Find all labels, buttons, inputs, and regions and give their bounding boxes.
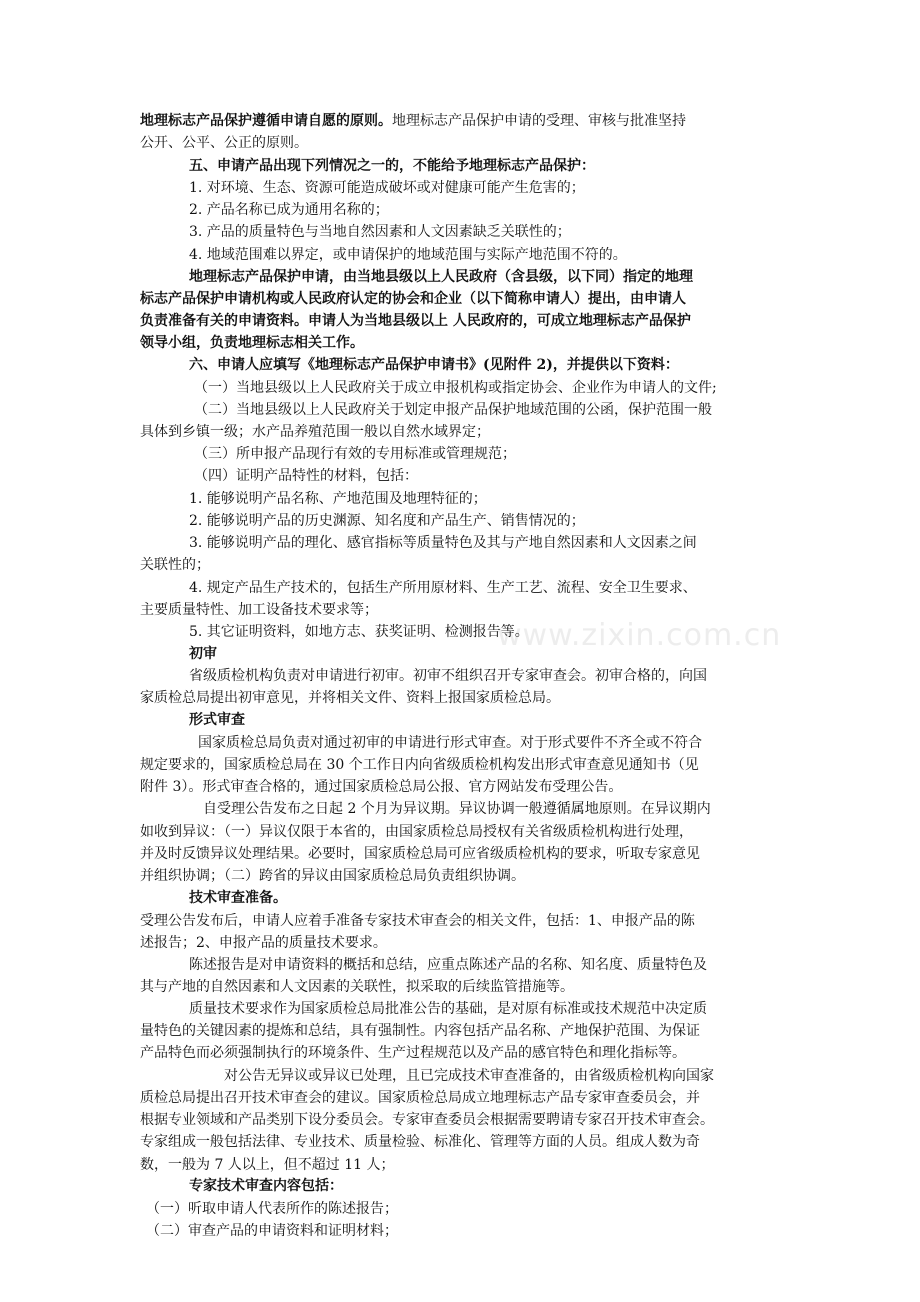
text-line — [189, 489, 839, 509]
text-line — [140, 555, 790, 575]
body-text: 并组织协调；（二）跨省的异议由国家质检总局负责组织协调。 — [140, 868, 525, 884]
body-text: 关联性的； — [140, 557, 210, 573]
body-text: 1. 对环境、生态、资源可能造成破坏或对健康可能产生危害的； — [189, 180, 585, 196]
text-line — [140, 777, 790, 797]
text-line — [146, 1221, 796, 1241]
body-text: 省级质检机构负责对申请进行初审。初审不组织召开专家审查会。初审合格的，向国 — [189, 668, 707, 684]
text-line — [140, 311, 790, 331]
body-text: 产品特色而必须强制执行的环境条件、生产过程规范以及产品的感官特色和理化指标等。 — [140, 1045, 686, 1061]
text-line — [189, 1176, 839, 1196]
body-text: 述报告；2、申报产品的质量技术要求。 — [140, 935, 387, 951]
text-line — [140, 111, 790, 131]
body-text: 对公告无异议或异议已处理，且已完成技术审查准备的，由省级质检机构向国家 — [224, 1068, 714, 1084]
text-line — [140, 1110, 790, 1130]
text-line — [189, 888, 839, 908]
text-line — [189, 355, 839, 375]
bold-text: 领导小组，负责地理标志相关工作。 — [140, 335, 364, 351]
bold-text: 技术审查准备。 — [189, 890, 287, 906]
body-text: （一）听取申请人代表所作的陈述报告； — [146, 1201, 398, 1217]
text-line — [189, 999, 839, 1019]
body-text: （一）当地县级以上人民政府关于成立申报机构或指定协会、企业作为申请人的文件; — [194, 380, 717, 396]
bold-text: 初审 — [189, 646, 217, 662]
text-line — [189, 267, 839, 287]
text-line — [189, 511, 839, 531]
bold-text: 地理标志产品保护遵循申请自愿的原则。 — [140, 113, 392, 129]
body-text: 3. 产品的质量特色与当地自然因素和人文因素缺乏关联性的； — [189, 224, 571, 240]
body-text: 2. 产品名称已成为通用名称的； — [189, 202, 389, 218]
body-text: 1. 能够说明产品名称、产地范围及地理特征的； — [189, 491, 487, 507]
body-text: 专家组成一般包括法律、专业技术、质量检验、标准化、管理等方面的人员。组成人数为奇 — [140, 1134, 700, 1150]
text-line — [140, 933, 790, 953]
text-line — [140, 1088, 790, 1108]
text-line — [189, 666, 839, 686]
text-line — [189, 622, 839, 642]
text-line — [198, 733, 848, 753]
text-line — [189, 955, 839, 975]
body-text: 地理标志产品保护申请的受理、审核与批准坚持 — [392, 113, 686, 129]
body-text: 量特色的关键因素的提炼和总结，具有强制性。内容包括产品名称、产地保护范围、为保证 — [140, 1023, 700, 1039]
text-line — [194, 466, 844, 486]
body-text: 如收到异议：（一）异议仅限于本省的，由国家质检总局授权有关省级质检机构进行处理， — [140, 824, 693, 840]
text-line — [140, 1132, 790, 1152]
text-line — [194, 378, 844, 398]
body-text: 2. 能够说明产品的历史渊源、知名度和产品生产、销售情况的； — [189, 513, 585, 529]
text-line — [189, 178, 839, 198]
body-text: 质量技术要求作为国家质检总局批准公告的基础，是对原有标准或技术规范中决定质 — [189, 1001, 707, 1017]
bold-text: 专家技术审查内容包括： — [189, 1178, 343, 1194]
body-text: 公开、公平、公正的原则。 — [140, 135, 308, 151]
text-line — [189, 533, 839, 553]
body-text: （二）审查产品的申请资料和证明材料； — [146, 1223, 398, 1239]
body-text: 主要质量特性、加工设备技术要求等； — [140, 602, 378, 618]
text-line — [194, 444, 844, 464]
body-text: 3. 能够说明产品的理化、感官指标等质量特色及其与产地自然因素和人文因素之间 — [189, 535, 697, 551]
text-line — [140, 333, 790, 353]
text-line — [194, 400, 844, 420]
body-text: 根据专业领域和产品类别下设分委员会。专家审查委员会根据需要聘请专家召开技术审查会。 — [140, 1112, 714, 1128]
body-text: （二）当地县级以上人民政府关于划定申报产品保护地域范围的公函，保护范围一般 — [194, 402, 712, 418]
bold-text: 地理标志产品保护申请，由当地县级以上人民政府（含县级，以下同）指定的地理 — [189, 269, 693, 285]
text-line — [224, 1066, 874, 1086]
body-text: （三）所申报产品现行有效的专用标准或管理规范； — [194, 446, 516, 462]
text-line — [189, 200, 839, 220]
text-line — [140, 289, 790, 309]
body-text: 其与产地的自然因素和人文因素的关联性，拟采取的后续监管措施等。 — [140, 979, 574, 995]
body-text: 自受理公告发布之日起 2 个月为异议期。异议协调一般遵循属地原则。在异议期内 — [203, 801, 711, 817]
text-line — [140, 911, 790, 931]
text-line — [189, 222, 839, 242]
text-line — [140, 1021, 790, 1041]
text-line — [203, 799, 853, 819]
bold-text: 标志产品保护申请机构或人民政府认定的协会和企业（以下简称申请人）提出，由申请人 — [140, 291, 686, 307]
bold-text: 六、申请人应填写《地理标志产品保护申请书》(见附件 2)，并提供以下资料： — [189, 357, 679, 373]
body-text: 并及时反馈异议处理结果。必要时，国家质检总局可应省级质检机构的要求，听取专家意见 — [140, 846, 700, 862]
body-text: 陈述报告是对申请资料的概括和总结，应重点陈述产品的名称、知名度、质量特色及 — [189, 957, 707, 973]
body-text: 规定要求的，国家质检总局在 30 个工作日内向省级质检机构发出形式审查意见通知书（见 — [140, 757, 699, 773]
text-line — [189, 156, 839, 176]
text-line — [189, 578, 839, 598]
bold-text: 五、申请产品出现下列情况之一的，不能给予地理标志产品保护： — [189, 158, 595, 174]
watermark: www.zixin.com.cn — [497, 618, 782, 653]
text-line — [146, 1199, 796, 1219]
text-line — [140, 600, 790, 620]
body-text: 数，一般为 7 人以上，但不超过 11 人； — [140, 1157, 395, 1173]
text-line — [140, 688, 790, 708]
text-line — [140, 977, 790, 997]
body-text: 质检总局提出召开技术审查会的建议。国家质检总局成立地理标志产品专家审查委员会，并 — [140, 1090, 700, 1106]
bold-text: 形式审查 — [189, 712, 245, 728]
text-line — [140, 1043, 790, 1063]
body-text: 5. 其它证明资料，如地方志、获奖证明、检测报告等。 — [189, 624, 529, 640]
body-text: 家质检总局提出初审意见，并将相关文件、资料上报国家质检总局。 — [140, 690, 560, 706]
body-text: 4. 规定产品生产技术的，包括生产所用原材料、生产工艺、流程、安全卫生要求、 — [189, 580, 697, 596]
text-line — [140, 422, 790, 442]
text-line — [189, 710, 839, 730]
text-line — [140, 822, 790, 842]
body-text: （四）证明产品特性的材料，包括： — [194, 468, 418, 484]
text-line — [140, 755, 790, 775]
text-line — [140, 1155, 790, 1175]
text-line — [140, 133, 790, 153]
text-line — [140, 844, 790, 864]
bold-text: 负责准备有关的申请资料。申请人为当地县级以上 人民政府的，可成立地理标志产品保护 — [140, 313, 691, 329]
body-text: 具体到乡镇一级；水产品养殖范围一般以自然水域界定； — [140, 424, 490, 440]
text-line — [189, 644, 839, 664]
body-text: 国家质检总局负责对通过初审的申请进行形式审查。对于形式要件不齐全或不符合 — [198, 735, 702, 751]
body-text: 4. 地域范围难以界定，或申请保护的地域范围与实际产地范围不符的。 — [189, 247, 627, 263]
body-text: 受理公告发布后，申请人应着手准备专家技术审查会的相关文件，包括：1、申报产品的陈 — [140, 913, 695, 929]
text-line — [189, 245, 839, 265]
body-text: 附件 3）。形式审查合格的，通过国家质检总局公报、官方网站发布受理公告。 — [140, 779, 623, 795]
text-line — [140, 866, 790, 886]
